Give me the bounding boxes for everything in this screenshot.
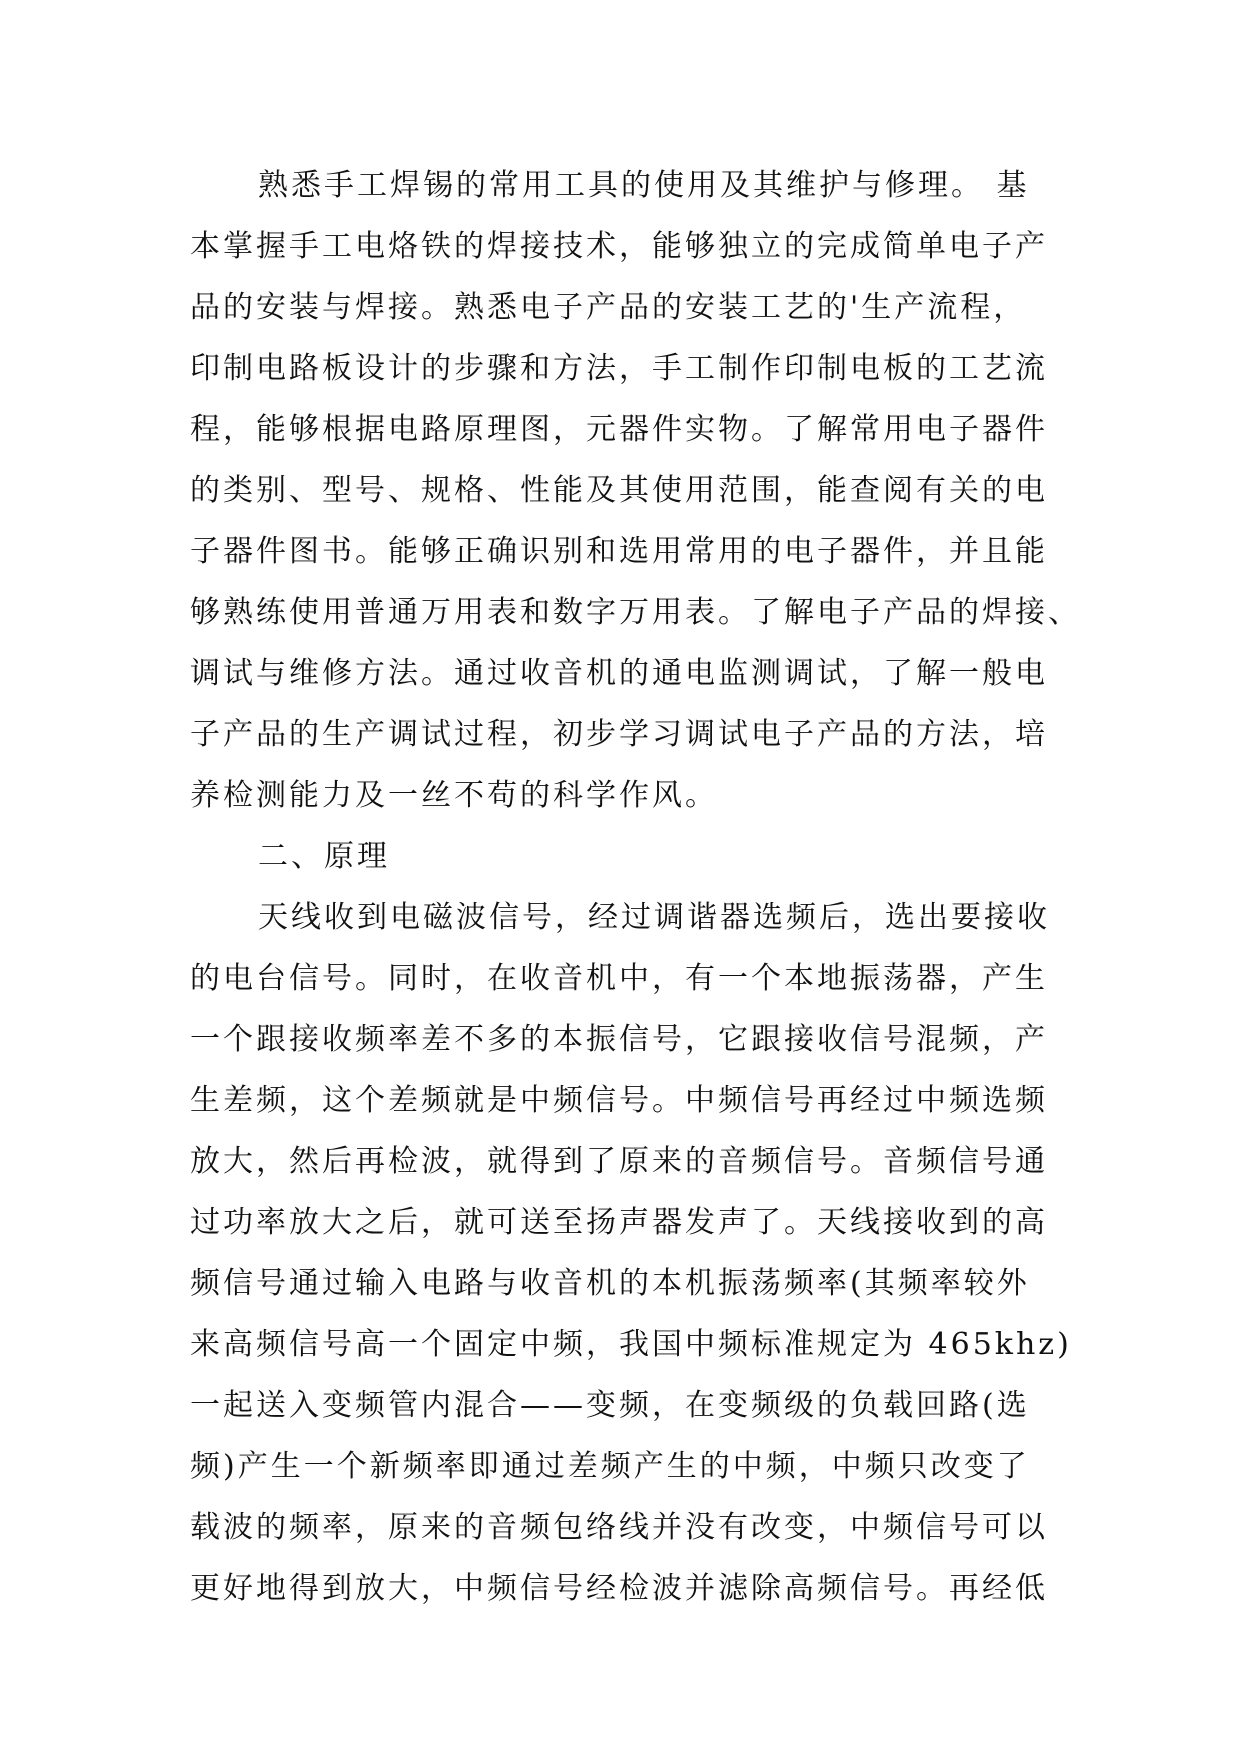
text-line: 子产品的生产调试过程，初步学习调试电子产品的方法，培: [190, 717, 1048, 752]
text-line: 频)产生一个新频率即通过差频产生的中频，中频只改变了: [190, 1449, 1030, 1484]
text-line: 载波的频率，原来的音频包络线并没有改变，中频信号可以: [190, 1510, 1048, 1545]
text-line: 过功率放大之后，就可送至扬声器发声了。天线接收到的高: [190, 1205, 1048, 1240]
text-line: 品的安装与焊接。熟悉电子产品的安装工艺的'生产流程，: [190, 290, 1027, 325]
text-line: 一个跟接收频率差不多的本振信号，它跟接收信号混频，产: [190, 1022, 1048, 1057]
text-line: 程，能够根据电路原理图，元器件实物。了解常用电子器件: [190, 412, 1048, 447]
section-heading: 二、原理: [258, 839, 390, 874]
text-line: 天线收到电磁波信号，经过调谐器选频后，选出要接收: [258, 900, 1050, 935]
text-line: 的类别、型号、规格、性能及其使用范围，能查阅有关的电: [190, 473, 1048, 508]
text-line: 更好地得到放大，中频信号经检波并滤除高频信号。再经低: [190, 1571, 1048, 1606]
paragraph-objectives: [190, 155, 1081, 826]
text-line: 本掌握手工电烙铁的焊接技术，能够独立的完成简单电子产: [190, 229, 1048, 264]
text-line: 生差频，这个差频就是中频信号。中频信号再经过中频选频: [190, 1083, 1048, 1118]
text-line: 调试与维修方法。通过收音机的通电监测调试，了解一般电: [190, 656, 1048, 691]
text-line: 放大，然后再检波，就得到了原来的音频信号。音频信号通: [190, 1144, 1048, 1179]
text-line: 来高频信号高一个固定中频，我国中频标准规定为 465khz): [190, 1327, 1072, 1362]
text-line: 够熟练使用普通万用表和数字万用表。了解电子产品的焊接、: [190, 595, 1081, 630]
text-line: 印制电路板设计的步骤和方法，手工制作印制电板的工艺流: [190, 351, 1048, 386]
text-line: 一起送入变频管内混合——变频，在变频级的负载回路(选: [190, 1388, 1030, 1423]
text-line: 子器件图书。能够正确识别和选用常用的电子器件，并且能: [190, 534, 1048, 569]
paragraph-principle: [190, 887, 1072, 1619]
document-body: [190, 155, 1081, 1619]
text-line: 的电台信号。同时，在收音机中，有一个本地振荡器，产生: [190, 961, 1048, 996]
text-line: 熟悉手工焊锡的常用工具的使用及其维护与修理。 基: [258, 168, 1030, 203]
text-line: 养检测能力及一丝不苟的科学作风。: [190, 778, 718, 813]
text-line: 频信号通过输入电路与收音机的本机振荡频率(其频率较外: [190, 1266, 1030, 1301]
